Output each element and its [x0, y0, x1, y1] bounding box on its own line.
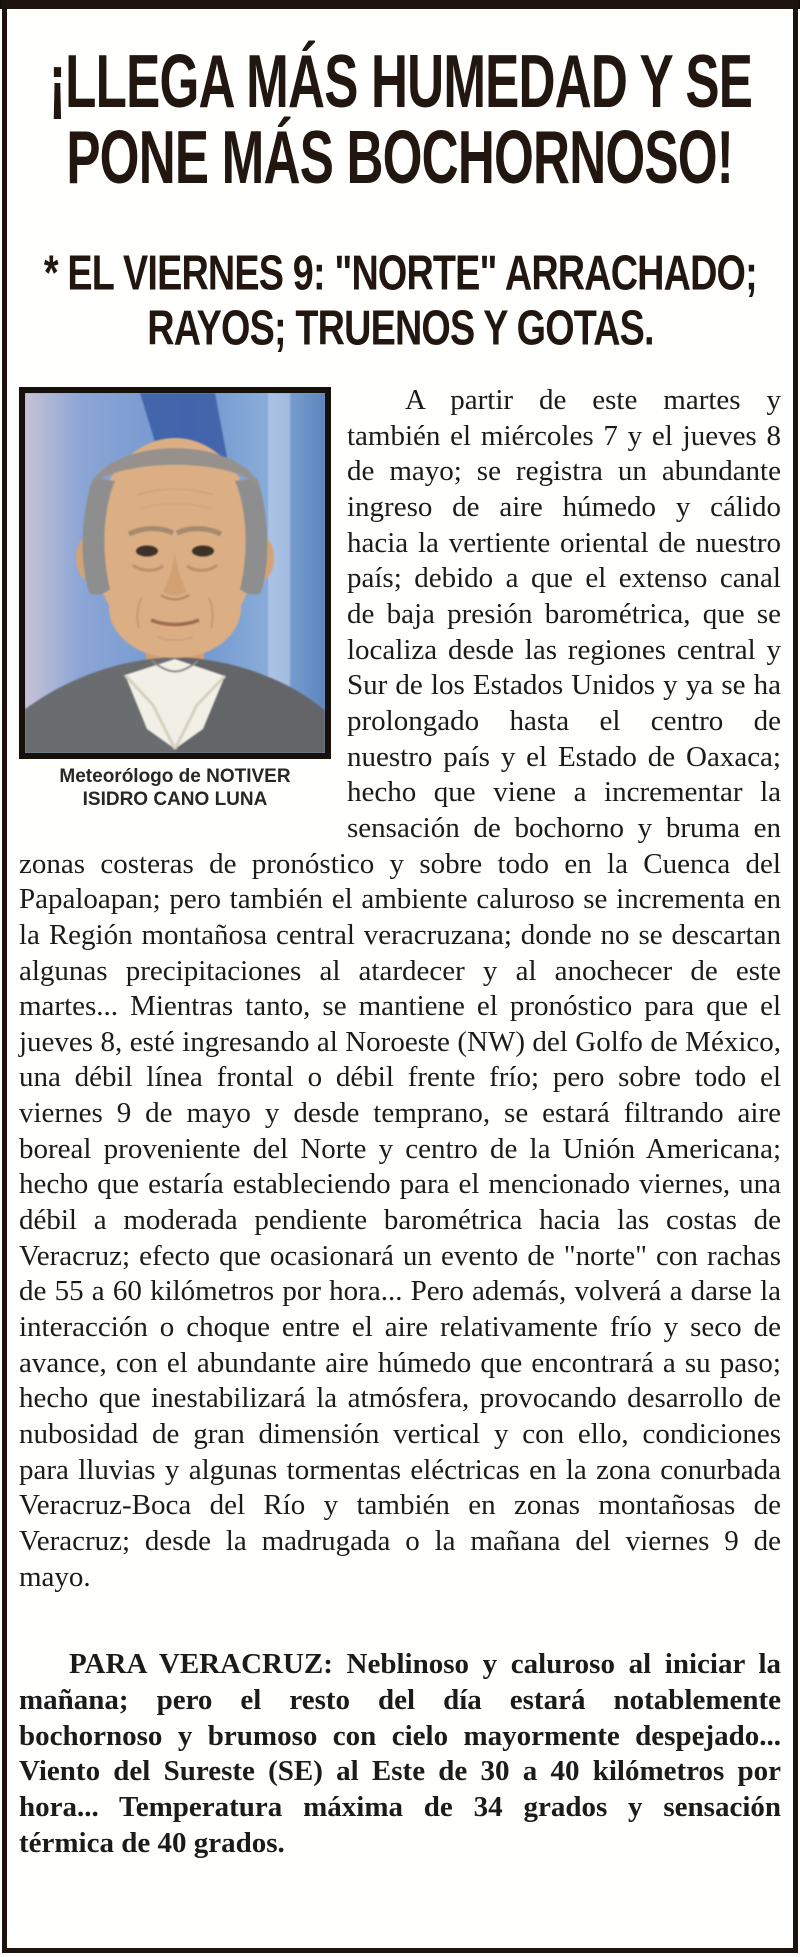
photo-figure [19, 387, 331, 812]
paragraph-main: A partir de este martes y también el miércoles 7 y el jueves 8 de mayo; se registra un abundante ingreso de aire húmedo y cálido hacia la vertiente oriental de nuestro país; debido a que el extenso canal de baja presión barométrica, que se localiza desde las regiones central y Sur de los Estados Unidos y ya se ha prolongado hasta el centro de nuestro país y el Estado de Oaxaca; hecho que viene a incrementar la sensación de bochorno y bruma en zonas costeras de pronóstico y sobre todo en la Cuenca del Papaloapan; pero también el ambiente caluroso se incrementa en la Región montañosa central veracruzana; donde no se descartan algunas precipitaciones al atardecer y al anochecer de este martes... Mientras tanto, se mantiene el pronóstico para que el jueves 8, esté ingresando al Noroeste (NW) del Golfo de México, una débil línea frontal o débil frente frío; pero sobre todo el viernes 9 de mayo y desde temprano, se estará filtrando aire boreal proveniente del Norte y centro de la Unión Americana; hecho que estaría estableciendo para el mencionado viernes, una débil a moderada pendiente barométrica hacia las costas de Veracruz; efecto que ocasionará un evento de "norte" con rachas de 55 a 60 kilómetros por hora... Pero además, volverá a darse la interacción o choque entre el aire relativamente frío y seco de avance, con el abundante aire húmedo que encontrará a su paso; hecho que inestabilizará la atmósfera, provocando desarrollo de nubosidad de gran dimensión vertical y con ello, condiciones para lluvias y algunas tormentas eléctricas en la zona conurbada Veracruz-Boca del Río y también en zonas montañosas de Veracruz; desde la madrugada o la mañana del viernes 9 de mayo. [19, 384, 781, 1593]
page-frame [2, 0, 798, 1953]
headline-line-2: PONE MÁS BOCHORNOSO! [66, 114, 734, 200]
caption-name-line: ISIDRO CANO LUNA [82, 788, 268, 810]
caption-role-line: Meteorólogo de NOTIVER [59, 766, 291, 787]
paragraph-forecast: PARA VERACRUZ: Neblinoso y caluroso al iniciar la mañana; pero el resto del día estará notablemente bochornoso y brumoso con cielo mayormente despejado... Viento del Sureste (SE) al Este de 30 a 40 kilómetros por hora... Temperatura máxima de 34 grados y sensación térmica de 40 grados. [19, 1648, 781, 1859]
headline [19, 38, 781, 200]
portrait-photo-illustration [25, 393, 325, 753]
subheadline-line-2: RAYOS; TRUENOS Y GOTAS. [146, 298, 654, 355]
headline-line-1: ¡LLEGA MÁS HUMEDAD Y SE [48, 38, 752, 124]
portrait-photo [19, 387, 331, 759]
article-body [19, 383, 781, 1861]
subheadline-line-1: * EL VIERNES 9: "NORTE" ARRACHADO; [43, 243, 757, 300]
subheadline [19, 245, 781, 355]
photo-caption [19, 766, 331, 812]
